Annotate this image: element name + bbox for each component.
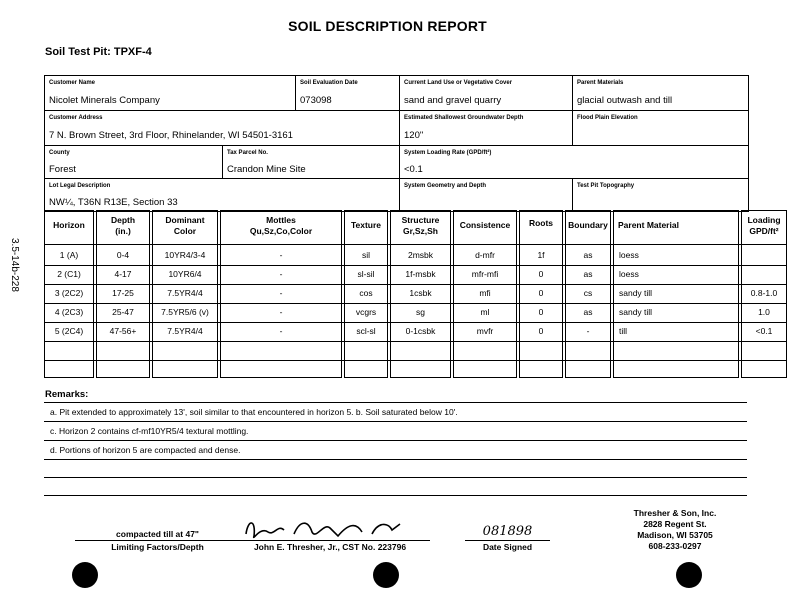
cell-dominant-color: 7.5YR4/4: [167, 326, 203, 336]
soil-test-pit-label: Soil Test Pit: TPXF-4: [45, 46, 152, 58]
header-roots: Roots: [528, 218, 554, 228]
customer-address-cell: Customer Address 7 N. Brown Street, 3rd Floor, Rhinelander, WI 54501-3161: [45, 111, 400, 146]
date-signed-value: 081898: [482, 524, 533, 539]
customer-address: 7 N. Brown Street, 3rd Floor, Rhinelander, WI 54501-3161: [49, 130, 293, 141]
cell-dominant-color: 7.5YR5/6 (v): [161, 307, 209, 317]
punch-hole: [676, 562, 702, 588]
tax-parcel: Crandon Mine Site: [227, 164, 306, 175]
cell-mottles: -: [279, 269, 283, 279]
parent-materials-cell: Parent Materials glacial outwash and till: [573, 76, 748, 111]
report-title: SOIL DESCRIPTION REPORT: [288, 18, 487, 34]
cell-structure: 0-1csbk: [405, 326, 436, 336]
remarks-rule: [44, 421, 747, 422]
cell-parent-material: loess: [619, 269, 639, 279]
groundwater-cell: Estimated Shallowest Groundwater Depth 120": [400, 111, 573, 146]
cell-roots: 0: [538, 269, 544, 279]
remarks-rule: [44, 477, 747, 478]
cell-roots: 1f: [537, 250, 545, 260]
cell-depth: 0-4: [116, 250, 130, 260]
header-texture: Texture: [350, 220, 382, 230]
company-street: 2828 Regent St.: [643, 519, 707, 529]
remark-line: a. Pit extended to approximately 13', soil similar to that encountered in horizon 5. b. Soil saturated below 10'.: [50, 407, 458, 417]
county: Forest: [49, 164, 76, 175]
company-block: [605, 508, 745, 552]
remarks-rule: [44, 402, 747, 403]
cell-consistence: mfr-mfi: [471, 269, 499, 279]
punch-hole: [72, 562, 98, 588]
cell-mottles: -: [279, 288, 283, 298]
cell-boundary: as: [583, 250, 593, 260]
cell-loading: 1.0: [758, 307, 770, 317]
tax-parcel-cell: Tax Parcel No. Crandon Mine Site: [223, 146, 400, 179]
parent-materials: glacial outwash and till: [577, 95, 673, 106]
cell-boundary: as: [583, 269, 593, 279]
table-rule: [44, 244, 787, 245]
cell-texture: cos: [359, 288, 373, 298]
cell-dominant-color: 7.5YR4/4: [167, 288, 203, 298]
limiting-factors-value: compacted till at 47": [116, 529, 199, 539]
table-rule: [44, 360, 787, 361]
cell-dominant-color: 10YR4/3-4: [164, 250, 206, 260]
header-info-box: [44, 75, 749, 212]
header-horizon: Horizon: [53, 220, 85, 230]
cell-loading: <0.1: [755, 326, 773, 336]
table-rule: [44, 341, 787, 342]
loading-rate-cell: System Loading Rate (GPD/ft²) <0.1: [400, 146, 748, 179]
cell-mottles: -: [279, 250, 283, 260]
cell-horizon: 4 (2C3): [54, 307, 84, 317]
remarks-rule: [44, 440, 747, 441]
cell-depth: 25-47: [112, 307, 134, 317]
cell-parent-material: sandy till: [619, 307, 653, 317]
legal-desc-cell: Lot Legal Description NW¼, T36N R13E, Section 33: [45, 179, 400, 211]
county-cell: County Forest: [45, 146, 223, 179]
soil-eval-date-cell: Soil Evaluation Date 073098: [296, 76, 400, 111]
header-structure: Structure Gr,Sz,Sh: [401, 215, 440, 236]
date-signed-line: [465, 540, 550, 541]
limiting-factors-label: Limiting Factors/Depth: [111, 542, 204, 552]
cell-mottles: -: [279, 326, 283, 336]
customer-name-cell: Customer Name Nicolet Minerals Company: [45, 76, 296, 111]
header-loading: Loading GPD/ft²: [747, 215, 781, 236]
cell-parent-material: till: [619, 326, 628, 336]
table-rule: [44, 265, 787, 266]
cell-texture: vcgrs: [355, 307, 377, 317]
remarks-rule: [44, 459, 747, 460]
limiting-factors-line: [75, 540, 240, 541]
table-rule: [44, 303, 787, 304]
cell-consistence: mfi: [479, 288, 491, 298]
customer-name: Nicolet Minerals Company: [49, 95, 160, 106]
horizon-table: [44, 210, 781, 380]
cell-roots: 0: [538, 307, 544, 317]
legal-description: NW¼, T36N R13E, Section 33: [49, 197, 178, 208]
remarks-rule: [44, 495, 747, 496]
cell-depth: 47-56+: [109, 326, 137, 336]
cell-horizon: 5 (2C4): [54, 326, 84, 336]
header-parent-material: Parent Material: [618, 220, 679, 230]
cell-texture: scl-sl: [356, 326, 376, 336]
company-city: Madison, WI 53705: [637, 530, 713, 540]
groundwater-depth: 120": [404, 130, 424, 141]
cell-consistence: d-mfr: [475, 250, 495, 260]
cell-boundary: as: [583, 307, 593, 317]
cell-parent-material: loess: [619, 250, 639, 260]
remark-line: c. Horizon 2 contains cf-mf10YR5/4 textural mottling.: [50, 426, 249, 436]
land-use-cell: Current Land Use or Vegetative Cover sand and gravel quarry: [400, 76, 573, 111]
side-stamp: 3.5-14b-228: [9, 238, 20, 292]
cell-structure: 2msbk: [407, 250, 434, 260]
cell-mottles: -: [279, 307, 283, 317]
cell-roots: 0: [538, 326, 544, 336]
cell-structure: sg: [416, 307, 425, 317]
cell-structure: 1f-msbk: [405, 269, 436, 279]
company-phone: 608-233-0297: [648, 541, 702, 551]
cell-dominant-color: 10YR6/4: [168, 269, 202, 279]
loading-rate: <0.1: [404, 164, 423, 175]
flood-plain-cell: Flood Plain Elevation: [573, 111, 748, 146]
cell-roots: 0: [538, 288, 544, 298]
signature-strokes: [246, 523, 400, 537]
topography-cell: Test Pit Topography: [577, 183, 635, 189]
header-consistence: Consistence: [459, 220, 511, 230]
company-name: Thresher & Son, Inc.: [633, 508, 717, 518]
cell-structure: 1csbk: [409, 288, 432, 298]
cell-loading: 0.8-1.0: [750, 288, 778, 298]
cell-boundary: cs: [583, 288, 593, 298]
cell-depth: 4-17: [114, 269, 132, 279]
signature-line: [230, 540, 430, 541]
cell-parent-material: sandy till: [619, 288, 653, 298]
cell-boundary: -: [586, 326, 590, 336]
cell-consistence: mvfr: [476, 326, 494, 336]
table-rule: [44, 284, 787, 285]
table-rule: [44, 322, 787, 323]
cell-texture: sil: [361, 250, 371, 260]
header-dominant-color: Dominant Color: [165, 215, 205, 236]
cell-texture: sl-sil: [357, 269, 375, 279]
header-depth: Depth (in.): [110, 215, 136, 236]
date-signed-label: Date Signed: [482, 542, 533, 552]
cell-horizon: 1 (A): [59, 250, 79, 260]
punch-hole: [373, 562, 399, 588]
header-mottles: Mottles Qu,Sz,Co,Color: [249, 215, 313, 236]
land-use: sand and gravel quarry: [404, 95, 502, 106]
cell-horizon: 3 (2C2): [54, 288, 84, 298]
header-boundary: Boundary: [568, 220, 608, 230]
signer-name: John E. Thresher, Jr., CST No. 223796: [253, 542, 407, 552]
cell-depth: 17-25: [112, 288, 134, 298]
soil-eval-date: 073098: [300, 95, 332, 106]
cell-horizon: 2 (C1): [57, 269, 81, 279]
system-geometry-cell: System Geometry and Depth: [400, 179, 573, 211]
cell-consistence: ml: [480, 307, 490, 317]
remark-line: d. Portions of horizon 5 are compacted and dense.: [50, 445, 241, 455]
remarks-label: Remarks:: [45, 389, 89, 400]
